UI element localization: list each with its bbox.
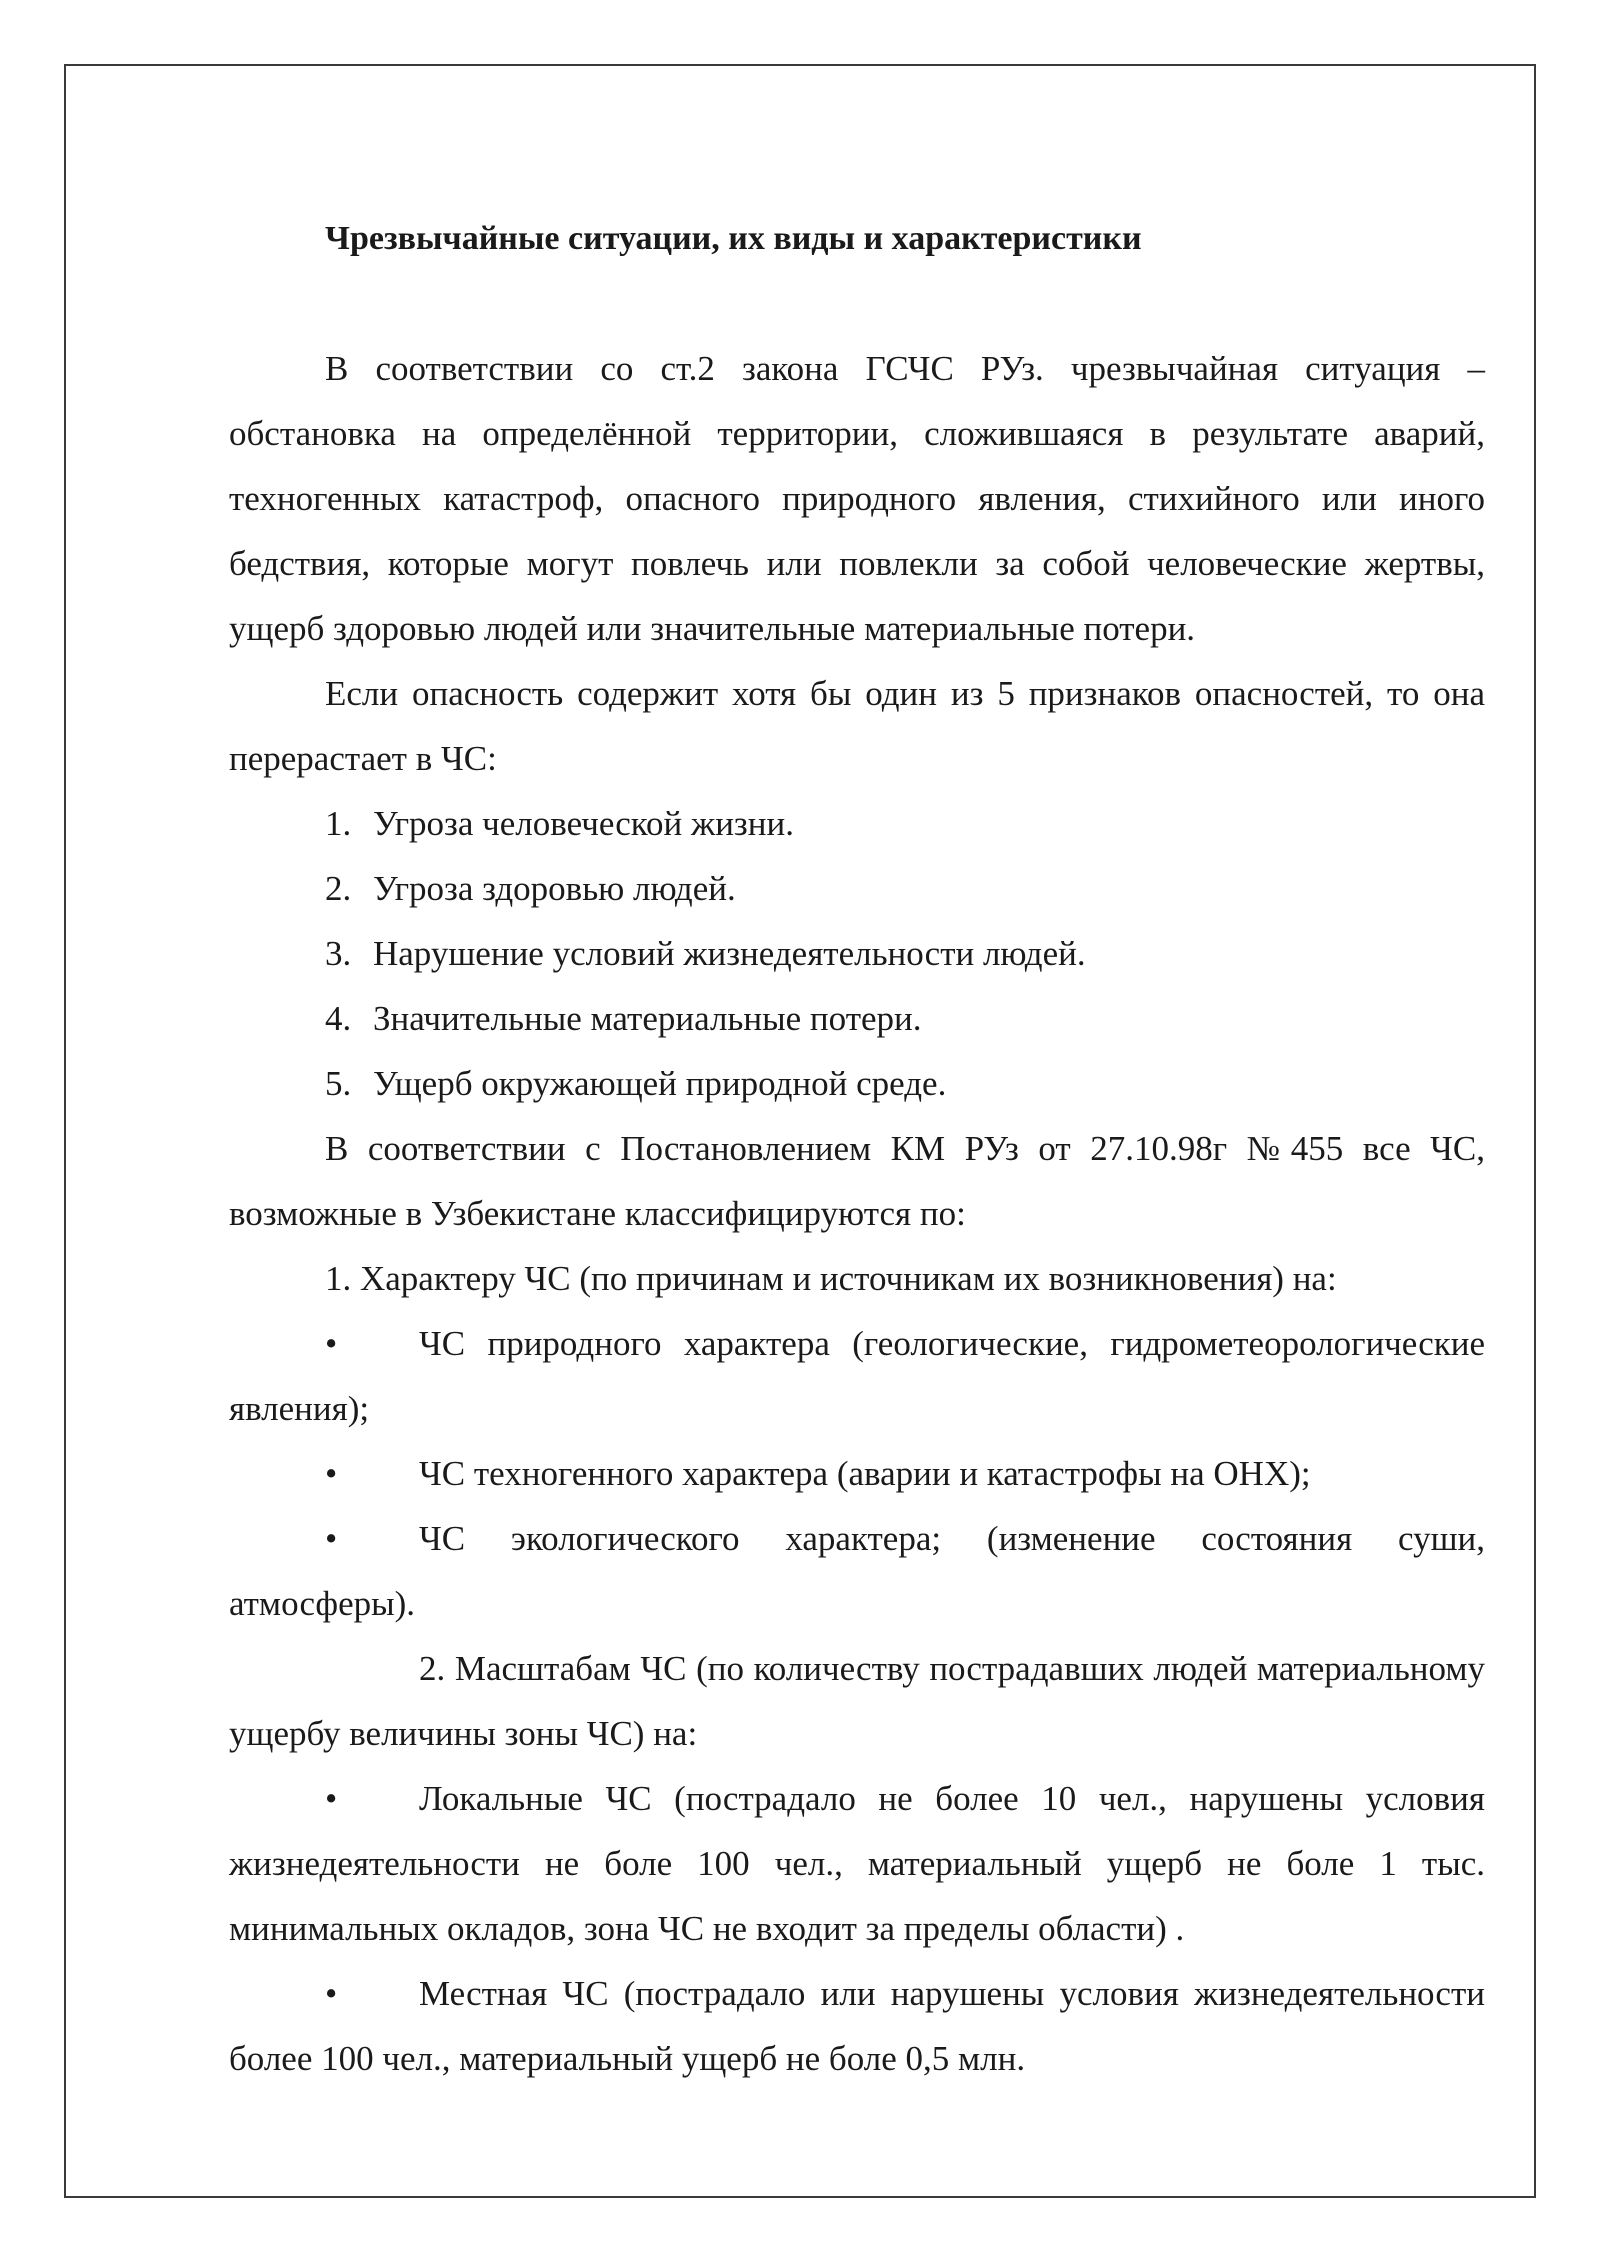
bullet-icon: • <box>325 1324 338 1363</box>
document-title: Чрезвычайные ситуации, их виды и характеристики <box>325 220 1142 257</box>
bullet-icon: • <box>325 1454 338 1493</box>
list-item-text: Угроза человеческой жизни. <box>373 804 794 843</box>
bullet-item-text: ЧС природного характера (геологические, гидрометеорологические явления); <box>229 1324 1485 1428</box>
bullet-icon: • <box>325 1519 338 1558</box>
list-item-text: Нарушение условий жизнедеятельности людей. <box>373 934 1086 973</box>
bullet-list-item <box>229 1766 1485 1961</box>
list-item-number: 5. <box>325 1064 352 1103</box>
bullet-item-text: ЧС экологического характера; (изменение состояния суши, атмосферы). <box>229 1519 1485 1623</box>
list-item <box>229 856 1485 921</box>
list-item-number: 2. <box>325 869 352 908</box>
list-item-text: Ущерб окружающей природной среде. <box>373 1064 947 1103</box>
list-item <box>229 921 1485 986</box>
list-item-number: 4. <box>325 999 352 1038</box>
bullet-icon: • <box>325 1779 338 1818</box>
list-item-text: Угроза здоровью людей. <box>373 869 736 908</box>
bullet-list-item <box>229 1441 1485 1506</box>
bullet-list-item <box>229 1961 1485 2091</box>
blank-line <box>229 271 1485 336</box>
by-character-list <box>229 1311 1485 1636</box>
by-scale-list <box>229 1766 1485 2091</box>
signs-intro-paragraph: Если опасность содержит хотя бы один из 5 признаков опасностей, то она перерастает в ЧС: <box>229 674 1485 778</box>
bullet-item-text: ЧС техногенного характера (аварии и катастрофы на ОНХ); <box>419 1454 1311 1493</box>
list-item-text: Значительные материальные потери. <box>373 999 922 1038</box>
bullet-list-item <box>229 1311 1485 1441</box>
bullet-list-item <box>229 1506 1485 1636</box>
bullet-item-text: Локальные ЧС (пострадало не более 10 чел., нарушены условия жизнедеятельности не боле 100 чел., материальный ущерб не боле 1 тыс. минимальных окладов, зона ЧС не входит за пределы области) . <box>229 1779 1485 1948</box>
by-character-heading: 1. Характеру ЧС (по причинам и источникам их возникновения) на: <box>325 1259 1337 1298</box>
by-scale-heading: 2. Масштабам ЧС (по количеству пострадавших людей материальному ущербу величины зоны ЧС) на: <box>229 1649 1485 1753</box>
bullet-icon: • <box>325 1974 338 2013</box>
list-item-number: 1. <box>325 804 352 843</box>
list-item-number: 3. <box>325 934 352 973</box>
list-item <box>229 1051 1485 1116</box>
signs-list <box>229 791 1485 1116</box>
list-item <box>229 986 1485 1051</box>
bullet-item-text: Местная ЧС (пострадало или нарушены условия жизнедеятельности более 100 чел., материальный ущерб не боле 0,5 млн. <box>229 1974 1485 2078</box>
intro-paragraph: В соответствии со ст.2 закона ГСЧС РУз. чрезвычайная ситуация – обстановка на определённой территории, сложившаяся в результате аварий, техногенных катастроф, опасного природного явления, стихийного или иного бедствия, которые могут повлечь или повлекли за собой человеческие жертвы, ущерб здоровью людей или значительные материальные потери. <box>229 349 1485 648</box>
classification-intro-paragraph: В соответствии с Постановлением КМ РУз от 27.10.98г №455 все ЧС, возможные в Узбекистане классифицируются по: <box>229 1129 1485 1233</box>
document-body <box>229 206 1485 2091</box>
list-item <box>229 791 1485 856</box>
